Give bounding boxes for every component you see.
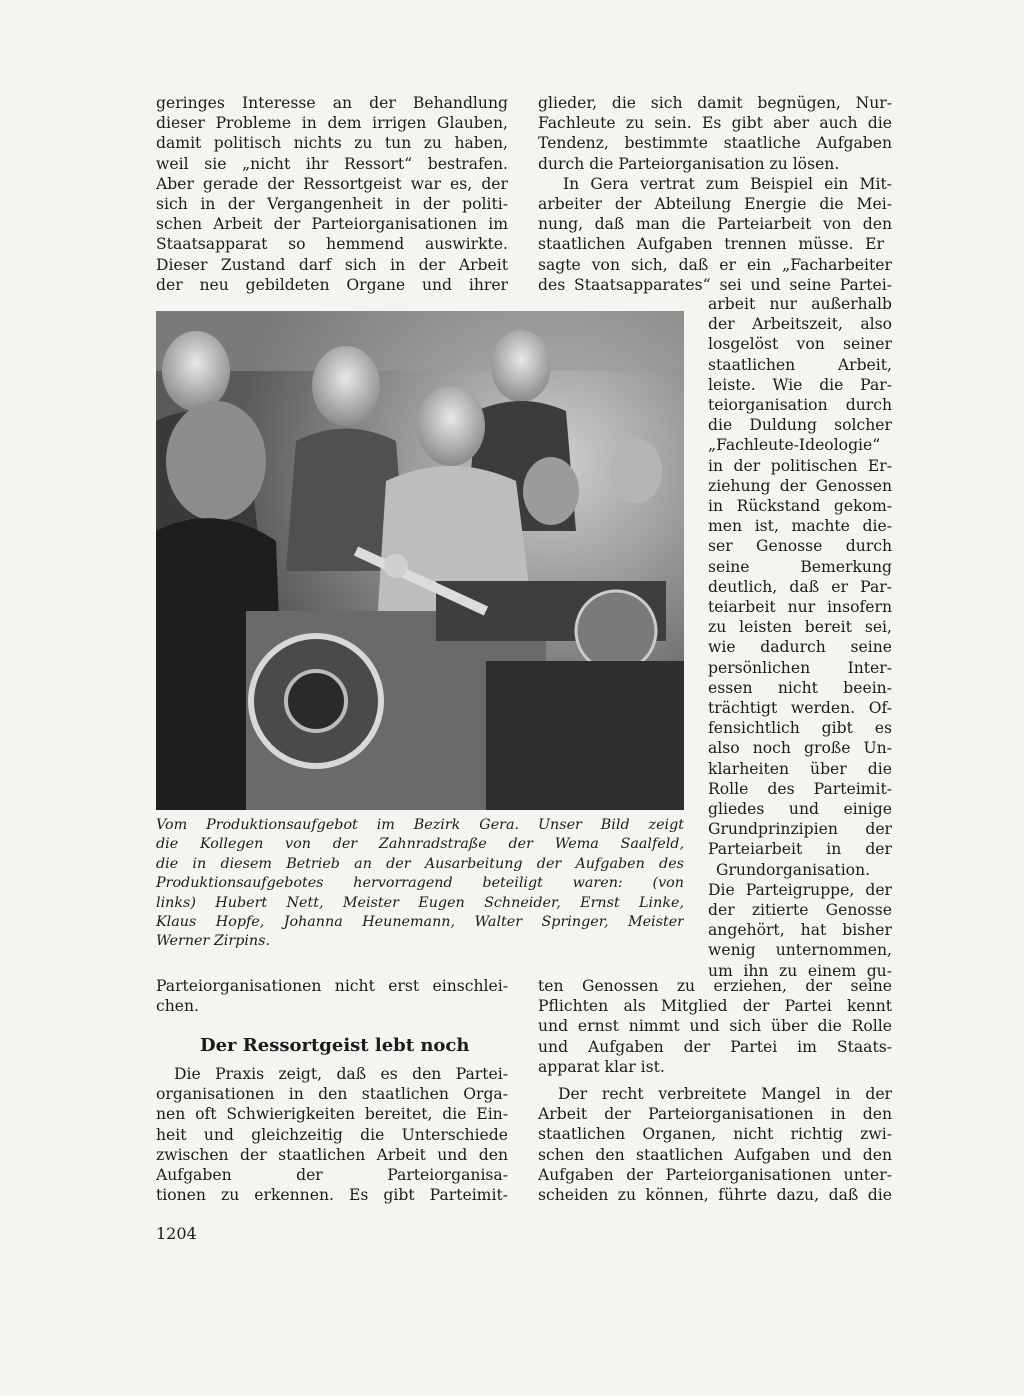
col-left-bottom-b-line: heit und gleichzeitig die Unterschiede bbox=[156, 1125, 508, 1144]
col-narrow-line: Grundprinzipien der bbox=[708, 820, 892, 839]
col-right-bottom-b-line: scheiden zu können, führte dazu, daß die bbox=[538, 1186, 892, 1204]
col-left-bottom-b-line: nen oft Schwierigkeiten bereitet, die Ein- bbox=[156, 1105, 508, 1124]
col-right-top-line: Fachleute zu sein. Es gibt aber auch die bbox=[538, 114, 892, 133]
col-narrow-line: trächtigt werden. Of- bbox=[708, 699, 892, 717]
caption-line: die in diesem Betrieb an der Ausarbeitung der Aufgaben des bbox=[156, 855, 684, 872]
col-right-top-line: durch die Parteiorganisation zu lösen. bbox=[538, 154, 840, 173]
col-narrow-line: zu leisten bereit sei, bbox=[708, 618, 892, 637]
col-right-bottom-b-line: Aufgaben der Parteiorganisationen unter- bbox=[538, 1165, 892, 1184]
caption-line: Klaus Hopfe, Johanna Heunemann, Walter Springer, Meister bbox=[156, 914, 684, 930]
col-narrow-line: Grundorganisation. bbox=[716, 860, 871, 879]
col-right-top-line: In Gera vertrat zum Beispiel ein Mit- bbox=[563, 174, 892, 193]
col-left-top-line: sich in der Vergangenheit in der politi- bbox=[156, 195, 508, 213]
col-narrow-line: der Arbeitszeit, also bbox=[708, 315, 892, 334]
col-narrow-line: ziehung der Genossen bbox=[708, 476, 892, 495]
col-right-bottom-a-line: und Aufgaben der Partei im Staats- bbox=[538, 1037, 892, 1056]
col-right-bottom-a-line: und ernst nimmt und sich über die Rolle bbox=[538, 1017, 892, 1036]
col-right-bottom-b-line: staatlichen Organen, nicht richtig zwi- bbox=[538, 1125, 892, 1144]
col-narrow-line: men ist, machte die- bbox=[708, 517, 892, 536]
caption-line: die Kollegen von der Zahnradstraße der Wema Saalfeld, bbox=[156, 836, 684, 853]
col-left-top-line: Aber gerade der Ressortgeist war es, der bbox=[156, 174, 508, 193]
caption-line: links) Hubert Nett, Meister Eugen Schneider, Ernst Linke, bbox=[156, 894, 684, 911]
col-narrow-line: essen nicht beein- bbox=[708, 678, 892, 697]
col-narrow-line: angehört, hat bisher bbox=[708, 921, 892, 940]
col-narrow-line: klarheiten über die bbox=[708, 759, 892, 778]
col-left-top-line: geringes Interesse an der Behandlung bbox=[156, 94, 508, 112]
col-narrow-line: in der politischen Er- bbox=[708, 456, 892, 475]
col-left-top-line: weil sie „nicht ihr Ressort“ bestrafen. bbox=[156, 154, 508, 173]
col-right-top-line: staatlichen Aufgaben trennen müsse. Er bbox=[538, 235, 884, 254]
col-narrow-line: arbeit nur außerhalb bbox=[708, 295, 892, 313]
col-narrow-line: der zitierte Genosse bbox=[708, 901, 892, 919]
col-left-bottom-b-line: tionen zu erkennen. Es gibt Parteimit- bbox=[156, 1186, 508, 1205]
col-right-top-line: glieder, die sich damit begnügen, Nur- bbox=[538, 94, 892, 112]
caption-line: Werner Zirpins. bbox=[156, 933, 271, 950]
col-right-bottom-b-line: schen den staatlichen Aufgaben und den bbox=[538, 1145, 892, 1164]
col-right-top-line: sagte von sich, daß er ein „Facharbeiter bbox=[538, 255, 892, 274]
col-narrow-line: fensichtlich gibt es bbox=[708, 719, 892, 738]
col-narrow-line: Rolle des Parteimit- bbox=[708, 779, 892, 798]
col-narrow-line: „Fachleute-Ideologie“ bbox=[708, 436, 881, 455]
col-left-top-line: der neu gebildeten Organe und ihrer bbox=[156, 275, 508, 294]
col-left-top-line: Dieser Zustand darf sich in der Arbeit bbox=[156, 255, 508, 274]
section-heading: Der Ressortgeist lebt noch bbox=[200, 1035, 470, 1056]
col-narrow-line: losgelöst von seiner bbox=[708, 335, 892, 354]
col-narrow-line: ser Genosse durch bbox=[708, 537, 892, 556]
col-narrow-line: Die Parteigruppe, der bbox=[708, 880, 892, 899]
col-narrow-line: seine Bemerkung bbox=[708, 557, 892, 576]
col-right-bottom-a-line: Pflichten als Mitglied der Partei kennt bbox=[538, 997, 892, 1016]
col-right-top-line: des Staatsapparates“ sei und seine Partei- bbox=[538, 275, 892, 294]
col-narrow-line: also noch große Un- bbox=[708, 739, 892, 758]
col-narrow-line: gliedes und einige bbox=[708, 800, 892, 818]
col-left-top-line: dieser Probleme in dem irrigen Glauben, bbox=[156, 114, 508, 133]
col-left-bottom-a-line: Parteiorganisationen nicht erst einschlei- bbox=[156, 977, 508, 995]
col-right-top-line: nung, daß man die Parteiarbeit von den bbox=[538, 215, 892, 234]
col-left-bottom-a-line: chen. bbox=[156, 997, 200, 1016]
page-number: 1204 bbox=[156, 1224, 197, 1243]
col-narrow-line: teiarbeit nur insofern bbox=[708, 598, 892, 616]
col-left-bottom-b-line: Die Praxis zeigt, daß es den Partei- bbox=[174, 1065, 508, 1083]
col-narrow-line: persönlichen Inter- bbox=[708, 658, 892, 677]
col-narrow-line: Parteiarbeit in der bbox=[708, 840, 892, 859]
col-right-bottom-b-line: Arbeit der Parteiorganisationen in den bbox=[538, 1105, 892, 1124]
col-right-top-line: Tendenz, bestimmte staatliche Aufgaben bbox=[538, 134, 892, 153]
col-right-bottom-a-line: ten Genossen zu erziehen, der seine bbox=[538, 977, 892, 995]
col-narrow-line: die Duldung solcher bbox=[708, 416, 892, 435]
col-narrow-line: in Rückstand gekom- bbox=[708, 497, 892, 515]
col-left-top-line: schen Arbeit der Parteiorganisationen im bbox=[156, 215, 508, 234]
col-right-bottom-a-line: apparat klar ist. bbox=[538, 1057, 665, 1076]
col-left-top-line: Staatsapparat so hemmend auswirkte. bbox=[156, 235, 508, 254]
col-narrow-line: wenig unternommen, bbox=[708, 941, 892, 960]
col-right-top-line: arbeiter der Abteilung Energie die Mei- bbox=[538, 195, 892, 213]
col-narrow-line: leiste. Wie die Par- bbox=[708, 375, 892, 394]
caption-line: Produktionsaufgebotes hervorragend beteiligt waren: (von bbox=[156, 875, 684, 892]
photo-workers-at-machine bbox=[156, 311, 684, 810]
col-left-top-line: damit politisch nichts zu tun zu haben, bbox=[156, 134, 508, 153]
col-narrow-line: um ihn zu einem gu- bbox=[708, 961, 892, 980]
col-right-bottom-b-line: Der recht verbreitete Mangel in der bbox=[558, 1085, 892, 1103]
col-narrow-line: staatlichen Arbeit, bbox=[708, 355, 892, 374]
col-left-bottom-b-line: Aufgaben der Parteiorganisa- bbox=[156, 1166, 508, 1184]
col-narrow-line: wie dadurch seine bbox=[708, 638, 892, 657]
col-narrow-line: teiorganisation durch bbox=[708, 396, 892, 414]
col-narrow-line: deutlich, daß er Par- bbox=[708, 577, 892, 596]
caption-line: Vom Produktionsaufgebot im Bezirk Gera. Unser Bild zeigt bbox=[156, 817, 684, 833]
col-left-bottom-b-line: zwischen der staatlichen Arbeit und den bbox=[156, 1145, 508, 1164]
col-left-bottom-b-line: organisationen in den staatlichen Orga- bbox=[156, 1085, 508, 1104]
